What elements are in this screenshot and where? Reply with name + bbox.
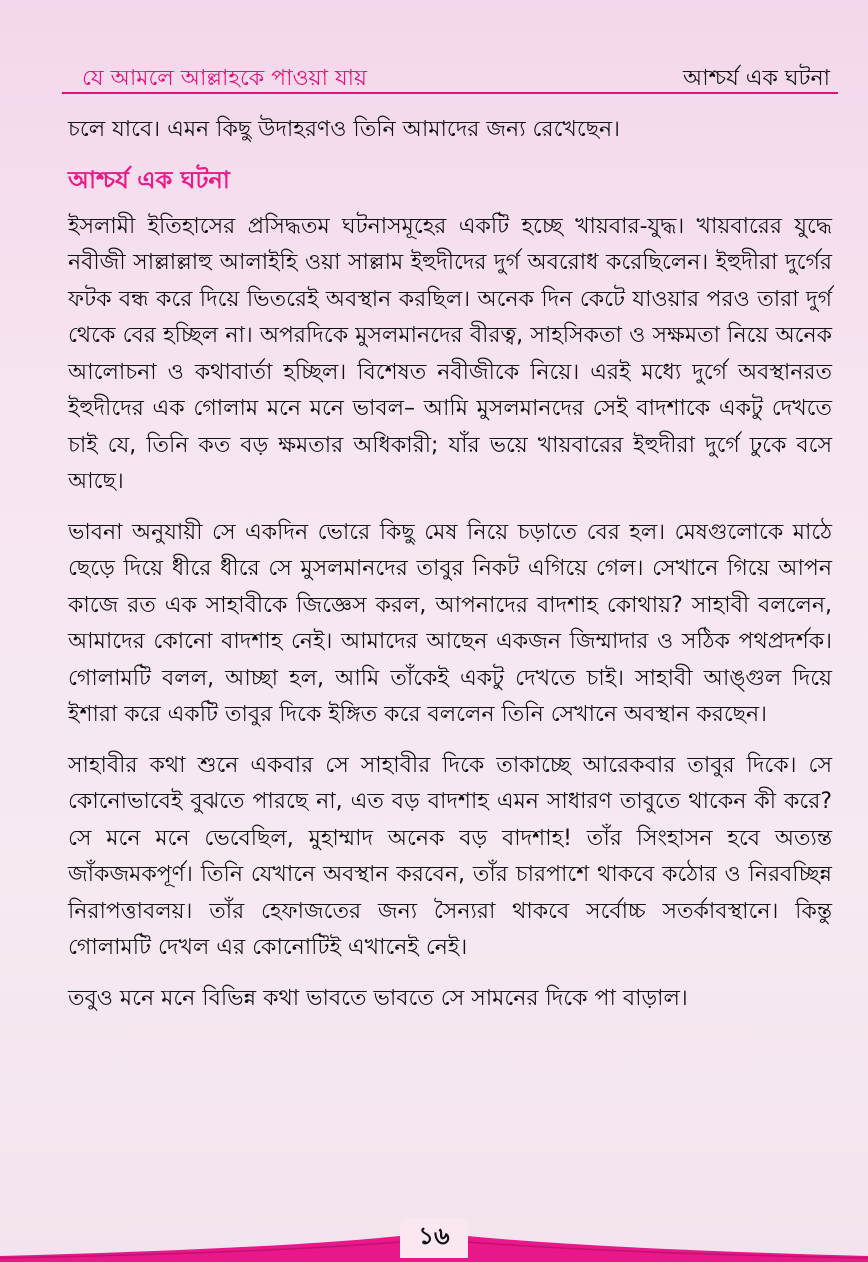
running-header [62,55,838,95]
paragraph-continuation: চলে যাবে। এমন কিছু উদাহরণও তিনি আমাদের জন্য রেখেছেন। [68,117,621,142]
running-header-chapter-title: আশ্চর্য এক ঘটনা [683,66,830,91]
page-number: ১৬ [418,1222,450,1250]
page-body [68,112,832,1031]
header-divider [62,92,838,94]
section-heading: আশ্চর্য এক ঘটনা [68,165,230,194]
paragraph: তবুও মনে মনে বিভিন্ন কথা ভাবতে ভাবতে সে সামনের দিকে পা বাড়াল। [68,985,688,1011]
paragraph: ভাবনা অনুযায়ী সে একদিন ভোরে কিছু মেষ নিয়ে চড়াতে বের হল। মেষগুলোকে মাঠে ছেড়ে দিয়ে ধীরে ধীরে সে মুসলমানদের তাবুর নিকট এগিয়ে গেল। সেখানে গিয়ে আপন কাজে রত এক সাহাবীকে জিজ্ঞেস করল, আপনাদের বাদশাহ কোথায়? সাহাবী বললেন, আমাদের কোনো বাদশাহ নেই। আমাদের আছেন একজন জিম্মাদার ও সঠিক পথপ্রদর্শক। গোলামটি বলল, আচ্ছা হল, আমি তাঁকেই একটু দেখতে চাই। সাহাবী আঙ্গুল দিয়ে ইশারা করে একটি তাবুর দিকে ইঙ্গিত করে বললেন তিনি সেখানে অবস্থান করছেন। [68,519,832,727]
running-header-book-title: যে আমলে আল্লাহকে পাওয়া যায় [82,66,368,91]
paragraph: ইসলামী ইতিহাসের প্রসিদ্ধতম ঘটনাসমূহের একটি হচ্ছে খায়বার-যুদ্ধ। খায়বারের যুদ্ধে নবীজী সাল্লাল্লাহু আলাইহি ওয়া সাল্লাম ইহুদীদের দুর্গ অবরোধ করেছিলেন। ইহুদীরা দুর্গের ফটক বন্ধ করে দিয়ে ভিতরেই অবস্থান করছিল। অনেক দিন কেটে যাওয়ার পরও তারা দুর্গ থেকে বের হচ্ছিল না। অপরদিকে মুসলমানদের বীরত্ব, সাহসিকতা ও সক্ষমতা নিয়ে অনেক আলোচনা ও কথাবার্তা হচ্ছিল। বিশেষত নবীজীকে নিয়ে। এরই মধ্যে দুর্গে অবস্থানরত ইহুদীদের এক গোলাম মনে মনে ভাবল– আমি মুসলমানদের সেই বাদশাকে একটু দেখতে চাই যে, তিনি কত বড় ক্ষমতার অধিকারী; যাঁর ভয়ে খায়বারের ইহুদীরা দুর্গে ঢুকে বসে আছে। [68,213,832,494]
page-number-tab [400,1218,468,1258]
paragraph: সাহাবীর কথা শুনে একবার সে সাহাবীর দিকে তাকাচ্ছে আরেকবার তাবুর দিকে। সে কোনোভাবেই বুঝতে পারছে না, এত বড় বাদশাহ এমন সাধারণ তাবুতে থাকেন কী করে? সে মনে মনে ভেবেছিল, মুহাম্মাদ অনেক বড় বাদশাহ! তাঁর সিংহাসন হবে অত্যন্ত জাঁকজমকপূর্ণ। তিনি যেখানে অবস্থান করবেন, তাঁর চারপাশে থাকবে কঠোর ও নিরবচ্ছিন্ন নিরাপত্তাবলয়। তাঁর হেফাজতের জন্য সৈন্যরা থাকবে সর্বোচ্চ সতর্কাবস্থানে। কিন্তু গোলামটি দেখল এর কোনোটিই এখানেই নেই। [68,752,832,960]
